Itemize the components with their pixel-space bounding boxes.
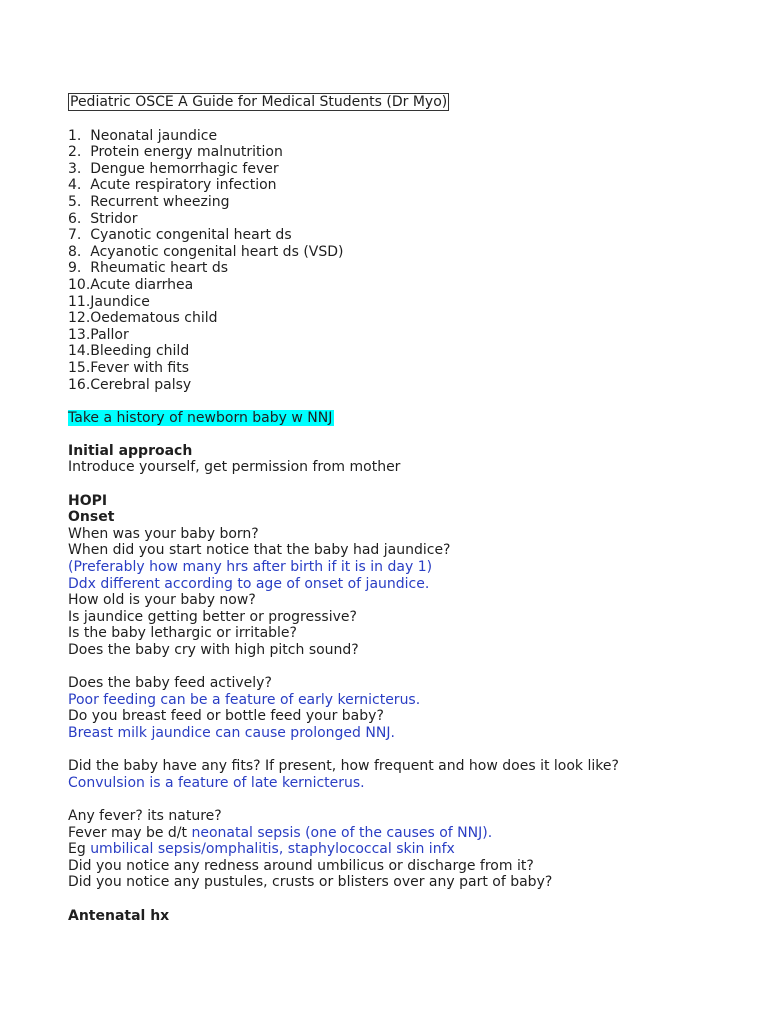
- fever-line-note: umbilical sepsis/omphalitis, staphylococcal skin infx: [90, 841, 455, 858]
- topic-item: 7. Cyanotic congenital heart ds: [68, 227, 292, 244]
- fever-line-note: neonatal sepsis (one of the causes of NNJ).: [191, 824, 493, 841]
- onset-note: (Preferably how many hrs after birth if it is in day 1): [68, 559, 433, 576]
- topic-item: 1. Neonatal jaundice: [68, 127, 218, 144]
- topic-item: 8. Acyanotic congenital heart ds (VSD): [68, 243, 344, 260]
- topic-item: 4. Acute respiratory infection: [68, 177, 277, 194]
- topic-item: 6. Stridor: [68, 210, 138, 227]
- topic-item: 5. Recurrent wheezing: [68, 193, 230, 210]
- fits-note: Convulsion is a feature of late kernicterus.: [68, 774, 365, 791]
- document-title: Pediatric OSCE A Guide for Medical Students (Dr Myo): [70, 94, 448, 110]
- topic-item: 13.Pallor: [68, 326, 129, 343]
- feeding-question: Do you breast feed or bottle feed your baby?: [68, 708, 384, 725]
- topic-item: 16.Cerebral palsy: [68, 376, 192, 393]
- document-title-line: [68, 93, 748, 111]
- fever-line-prefix: Fever may be d/t: [68, 824, 192, 841]
- initial-approach-heading: Initial approach: [68, 442, 193, 459]
- spacer: [68, 791, 748, 808]
- topic-item: 12.Oedematous child: [68, 310, 218, 327]
- fever-question: Did you notice any pustules, crusts or blisters over any part of baby?: [68, 874, 553, 891]
- topic-item: 10.Acute diarrhea: [68, 276, 194, 293]
- case-title-highlight: Take a history of newborn baby w NNJ: [68, 409, 333, 426]
- topic-item: 15.Fever with fits: [68, 359, 190, 376]
- spacer: [68, 393, 748, 410]
- topic-item: 3. Dengue hemorrhagic fever: [68, 160, 279, 177]
- initial-approach-text: Introduce yourself, get permission from mother: [68, 459, 401, 476]
- onset-heading: Onset: [68, 509, 115, 526]
- antenatal-heading: Antenatal hx: [68, 907, 170, 924]
- fever-question: Did you notice any redness around umbilicus or discharge from it?: [68, 857, 534, 874]
- onset-question: Does the baby cry with high pitch sound?: [68, 642, 359, 658]
- spacer: [68, 742, 748, 759]
- onset-question: When did you start notice that the baby had jaundice?: [68, 542, 451, 559]
- spacer: [68, 659, 748, 676]
- spacer: [68, 891, 748, 908]
- fever-question: Any fever? its nature?: [68, 807, 222, 824]
- onset-question: Is jaundice getting better or progressive?: [68, 608, 357, 625]
- onset-question: When was your baby born?: [68, 525, 259, 542]
- onset-note: Ddx different according to age of onset of jaundice.: [68, 575, 430, 592]
- spacer: [68, 426, 748, 443]
- topic-item: 14.Bleeding child: [68, 343, 190, 360]
- fever-line: [68, 825, 748, 842]
- spacer: [68, 111, 748, 128]
- topic-item: 11.Jaundice: [68, 293, 150, 310]
- fever-line: [68, 841, 748, 858]
- feeding-note: Breast milk jaundice can cause prolonged NNJ.: [68, 724, 395, 741]
- topic-item: 9. Rheumatic heart ds: [68, 260, 229, 277]
- case-title-line: [68, 410, 748, 427]
- topic-item: 2. Protein energy malnutrition: [68, 144, 283, 161]
- onset-question: Is the baby lethargic or irritable?: [68, 625, 297, 642]
- topic-list: [68, 128, 748, 394]
- onset-question: How old is your baby now?: [68, 592, 256, 609]
- spacer: [68, 476, 748, 493]
- hopi-heading: HOPI: [68, 492, 108, 509]
- fever-line-prefix: Eg: [68, 841, 91, 858]
- document-page: [68, 93, 748, 924]
- feeding-note: Poor feeding can be a feature of early kernicterus.: [68, 691, 421, 708]
- fits-question: Did the baby have any fits? If present, how frequent and how does it look like?: [68, 758, 619, 775]
- feeding-question: Does the baby feed actively?: [68, 675, 272, 692]
